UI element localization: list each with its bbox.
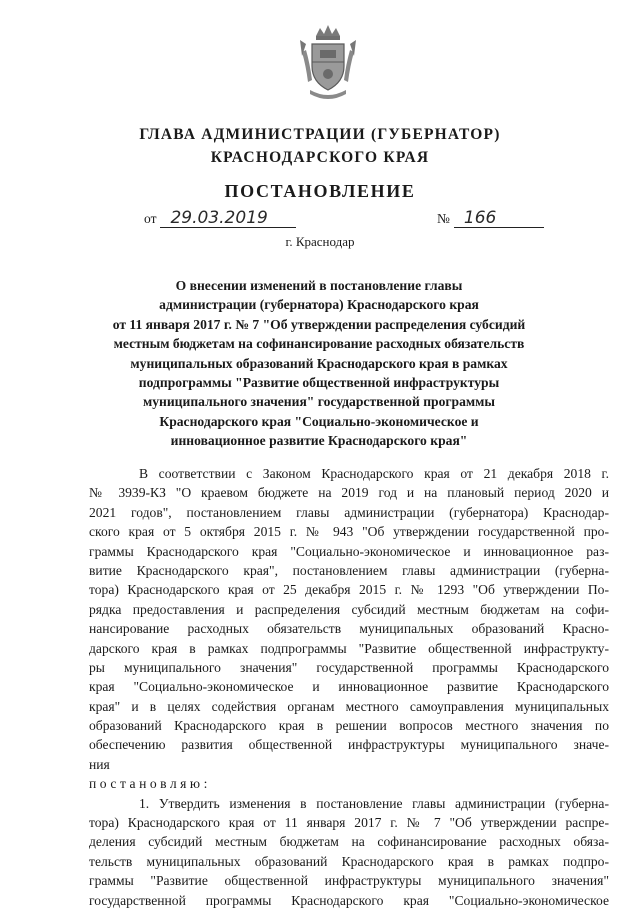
date-value: 29.03.2019 [160, 209, 296, 228]
number-value: 166 [454, 209, 544, 228]
body-line: ского края от 5 октября 2015 г. № 943 "Об утверждении государственной про- [89, 524, 609, 540]
authority-region: КРАСНОДАРСКОГО КРАЯ [210, 149, 430, 166]
title-line: муниципального значения" государственной программы [142, 394, 496, 410]
body-line: края "Социально-экономическое и инновационное развитие Краснодарского [89, 679, 609, 695]
title-line: администрации (губернатора) Краснодарского края [159, 297, 479, 313]
body-line: деления субсидий местным бюджетам на софинансирование расходных обяза- [89, 834, 609, 850]
body-line: 2021 годов", постановлением главы администрации (губернатора) Краснодар- [89, 504, 609, 520]
title-line: муниципальных образований Краснодарского края в рамках [130, 355, 508, 371]
body-line: № 3939-КЗ "О краевом бюджете на 2019 год и на плановый период 2020 и [89, 485, 609, 501]
body-line: В соответствии с Законом Краснодарского края от 21 декабря 2018 г. [139, 466, 609, 481]
resolution-verb: постановляю: [89, 776, 211, 792]
title-line: Краснодарского края "Социально-экономическое и [159, 413, 479, 429]
title-line: инновационное развитие Краснодарского края" [170, 433, 468, 449]
document-title [110, 276, 528, 451]
document-body [89, 464, 609, 910]
body-line: дарского края в рамках подпрограммы "Развитие общественной инфраструкту- [89, 640, 609, 656]
body-line: края" и в целях содействия органам местного самоуправления муниципальных [89, 698, 609, 714]
body-line: государственной программы Краснодарского края "Социально-экономическое [89, 892, 609, 908]
resolution-word [89, 755, 609, 794]
date-label: от [144, 211, 157, 226]
body-line: рядка предоставления и распределения субсидий местным бюджетам на софи- [89, 601, 609, 617]
coat-of-arms-emblem [296, 22, 360, 102]
title-line: местным бюджетам на софинансирование расходных обязательств [113, 336, 525, 352]
body-line: витие Краснодарского края", постановлением главы администрации (губерна- [89, 562, 609, 578]
body-line: тора) Краснодарского края от 25 декабря 2015 г. № 1293 "Об утверждении По- [89, 582, 609, 598]
body-line: граммы Краснодарского края "Социально-экономическое и инновационное раз- [89, 543, 609, 559]
number-field [437, 209, 544, 228]
number-label: № [437, 211, 450, 226]
city-line: г. Краснодар [285, 234, 355, 249]
document-type: ПОСТАНОВЛЕНИЕ [224, 181, 416, 201]
date-field [144, 209, 296, 228]
title-line: от 11 января 2017 г. № 7 "Об утверждении распределения субсидий [112, 316, 526, 332]
body-line: 1. Утвердить изменения в постановление главы администрации (губерна- [139, 795, 609, 811]
body-line: ры муниципального значения" государственной программы Краснодарского [89, 659, 609, 675]
body-line: тора) Краснодарского края от 11 января 2017 г. № 7 "Об утверждении распре- [89, 815, 609, 831]
hyphen-remainder: ния [89, 756, 110, 772]
body-line: граммы "Развитие общественной инфраструктуры муниципального значения" [89, 873, 609, 889]
body-line: образований Краснодарского края в решении вопросов местного значения по [89, 718, 609, 734]
body-line: тельств муниципальных образований Краснодарского края в рамках подпро- [89, 853, 609, 869]
title-line: О внесении изменений в постановление главы [175, 278, 463, 293]
authority-title: ГЛАВА АДМИНИСТРАЦИИ (ГУБЕРНАТОР) [139, 126, 501, 143]
body-line: обеспечению развития общественной инфраструктуры муниципального значе- [89, 737, 609, 753]
title-line: подпрограммы "Развитие общественной инфраструктуры [138, 375, 500, 391]
body-line: нансирование расходных обязательств муниципальных образований Красно- [89, 621, 609, 637]
